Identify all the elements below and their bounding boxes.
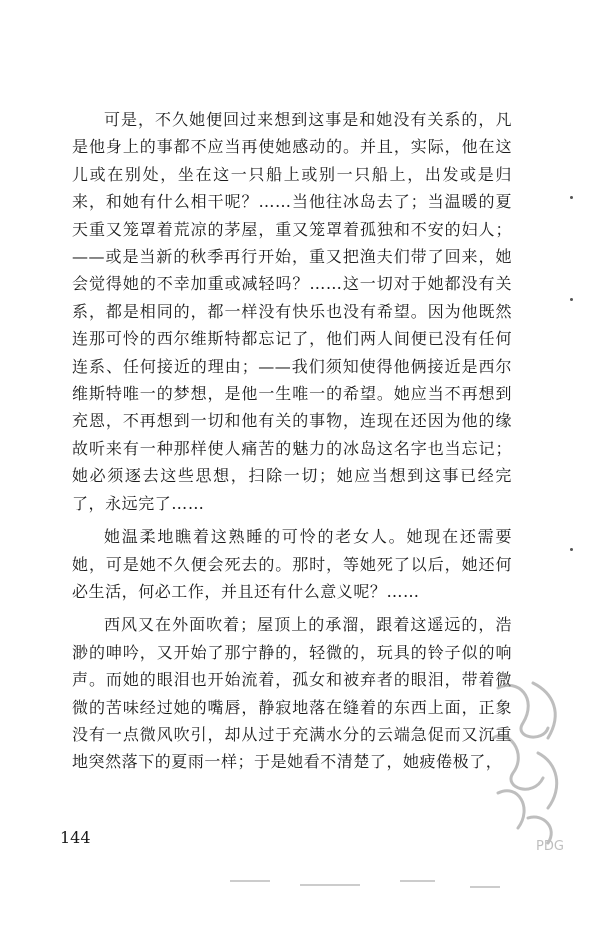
scan-artifact	[400, 880, 435, 882]
paragraph-2: 她温柔地瞧着这熟睡的可怜的老女人。她现在还需要她，可是她不久便会死去的。那时，等她死了以后，她还何必生活，何必工作，并且还有什么意义呢？……	[72, 527, 512, 601]
margin-speck	[570, 196, 573, 199]
stamp-text: PDG	[536, 839, 564, 853]
paragraph-3: 西风又在外面吹着；屋顶上的承溜，跟着这遥远的，浩渺的呻吟，又开始了那宁静的，轻微的，玩具的铃子似的响声。而她的眼泪也开始流着，孤女和被弃者的眼泪，带着微微的苦味经过她的嘴唇，静寂地落在缝着的东西上面，正象没有一点微风吹引，却从过于充满水分的云端急促而又沉重地突然落下的夏雨一样；于是她看不清楚了，她疲倦极了，	[72, 615, 512, 772]
paragraph-1: 可是，不久她便回过来想到这事是和她没有关系的，凡是他身上的事都不应当再使她感动的。并且，实际，他在这儿或在别处，坐在这一只船上或别一只船上，出发或是归来，和她有什么相干呢？……当他往冰岛去了；当温暖的夏天重又笼罩着荒凉的茅屋，重又笼罩着孤独和不安的妇人；——或是当新的秋季再行开始，重又把渔夫们带了回来，她会觉得她的不幸加重或减轻吗？……这一切对于她都没有关系，都是相同的，都一样没有快乐也没有希望。因为他既然连那可怜的西尔维斯特都忘记了，他们两人间便已没有任何连系、任何接近的理由；——我们须知使得他俩接近是西尔维斯特唯一的梦想，是他一生唯一的希望。她应当不再想到充恩，不再想到一切和他有关的事物，连现在还因为他的缘故听来有一种那样使人痛苦的魅力的冰岛这名字也当忘记；她必须逐去这些思想，扫除一切；她应当想到这事已经完了，永远完了……	[72, 110, 512, 513]
scan-artifact	[300, 884, 360, 886]
margin-speck	[570, 548, 573, 551]
library-stamp-watermark	[478, 668, 578, 853]
scan-artifact	[470, 886, 500, 888]
page-number: 144	[60, 828, 91, 847]
scan-artifact	[230, 880, 270, 882]
body-text	[72, 106, 512, 782]
margin-speck	[570, 298, 573, 301]
